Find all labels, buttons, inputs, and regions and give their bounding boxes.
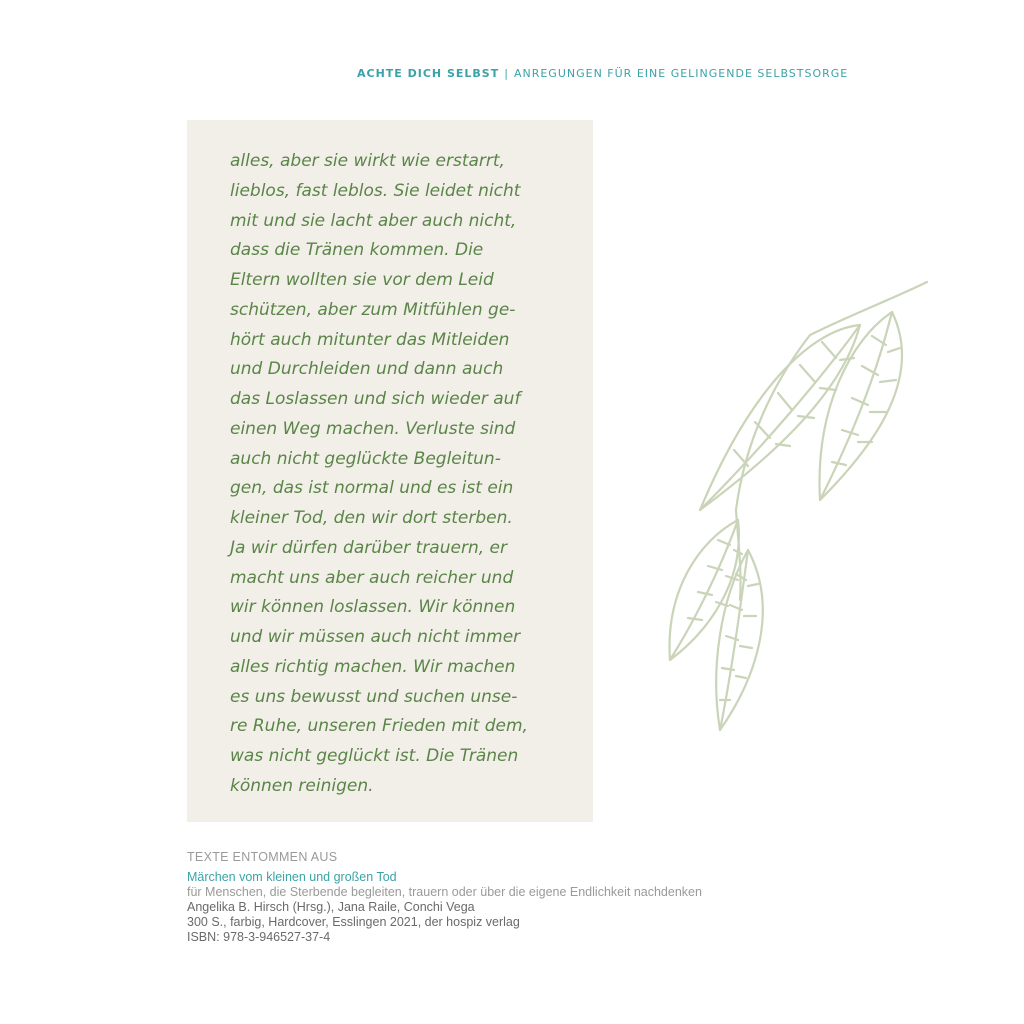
quote-line: hört auch mitunter das Mitleiden [230,329,510,350]
quote-line: schützen, aber zum Mitfühlen ge- [230,299,516,320]
leaf-branch-icon [640,270,940,750]
quote-line: alles richtig machen. Wir machen [230,656,516,677]
quote-line: alles, aber sie wirkt wie erstarrt, [230,151,505,171]
quote-line: Eltern wollten sie vor dem Leid [230,270,494,290]
series-subtitle: ANREGUNGEN FÜR EINE GELINGENDE SELBSTSORGE [513,67,849,80]
quote-line: kleiner Tod, den wir dort sterben. [230,508,513,528]
series-title: ACHTE DICH SELBST [357,67,500,80]
book-subtitle: für Menschen, die Sterbende begleiten, trauern oder über die eigene Endlichkeit nachdenken [187,885,702,899]
book-isbn: ISBN: 978-3-946527-37-4 [187,930,331,944]
quote-line: können reinigen. [230,775,374,796]
quote-line: und wir müssen auch nicht immer [230,627,521,647]
quote-line: auch nicht geglückte Begleitun- [230,448,501,469]
quote-line: dass die Tränen kommen. Die [230,240,484,261]
quote-line: was nicht geglückt ist. Die Tränen [230,746,519,766]
quote-line: lieblos, fast leblos. Sie leidet nicht [230,180,521,201]
book-details: 300 S., farbig, Hardcover, Esslingen 2021, der hospiz verlag [187,915,520,929]
running-header [357,67,848,80]
source-credit [187,850,702,945]
book-authors: Angelika B. Hirsch (Hrsg.), Jana Raile, Conchi Vega [187,900,475,914]
quote-line: das Loslassen und sich wieder auf [230,389,521,409]
quote-line: und Durchleiden und dann auch [230,359,504,380]
quote-line: es uns bewusst und suchen unse- [230,686,518,707]
quote-text [230,147,528,802]
header-separator: | [504,67,509,80]
quote-line: re Ruhe, unseren Frieden mit dem, [230,716,528,737]
quote-line: mit und sie lacht aber auch nicht, [230,210,517,231]
quote-line: einen Weg machen. Verluste sind [230,418,516,439]
quote-line: macht uns aber auch reicher und [230,567,514,588]
quote-line: gen, das ist normal und es ist ein [230,478,514,499]
quote-line: wir können loslassen. Wir können [230,597,516,618]
source-label: TEXTE ENTOMMEN AUS [187,850,338,864]
quote-line: Ja wir dürfen darüber trauern, er [230,537,507,558]
book-title: Märchen vom kleinen und großen Tod [187,870,397,884]
